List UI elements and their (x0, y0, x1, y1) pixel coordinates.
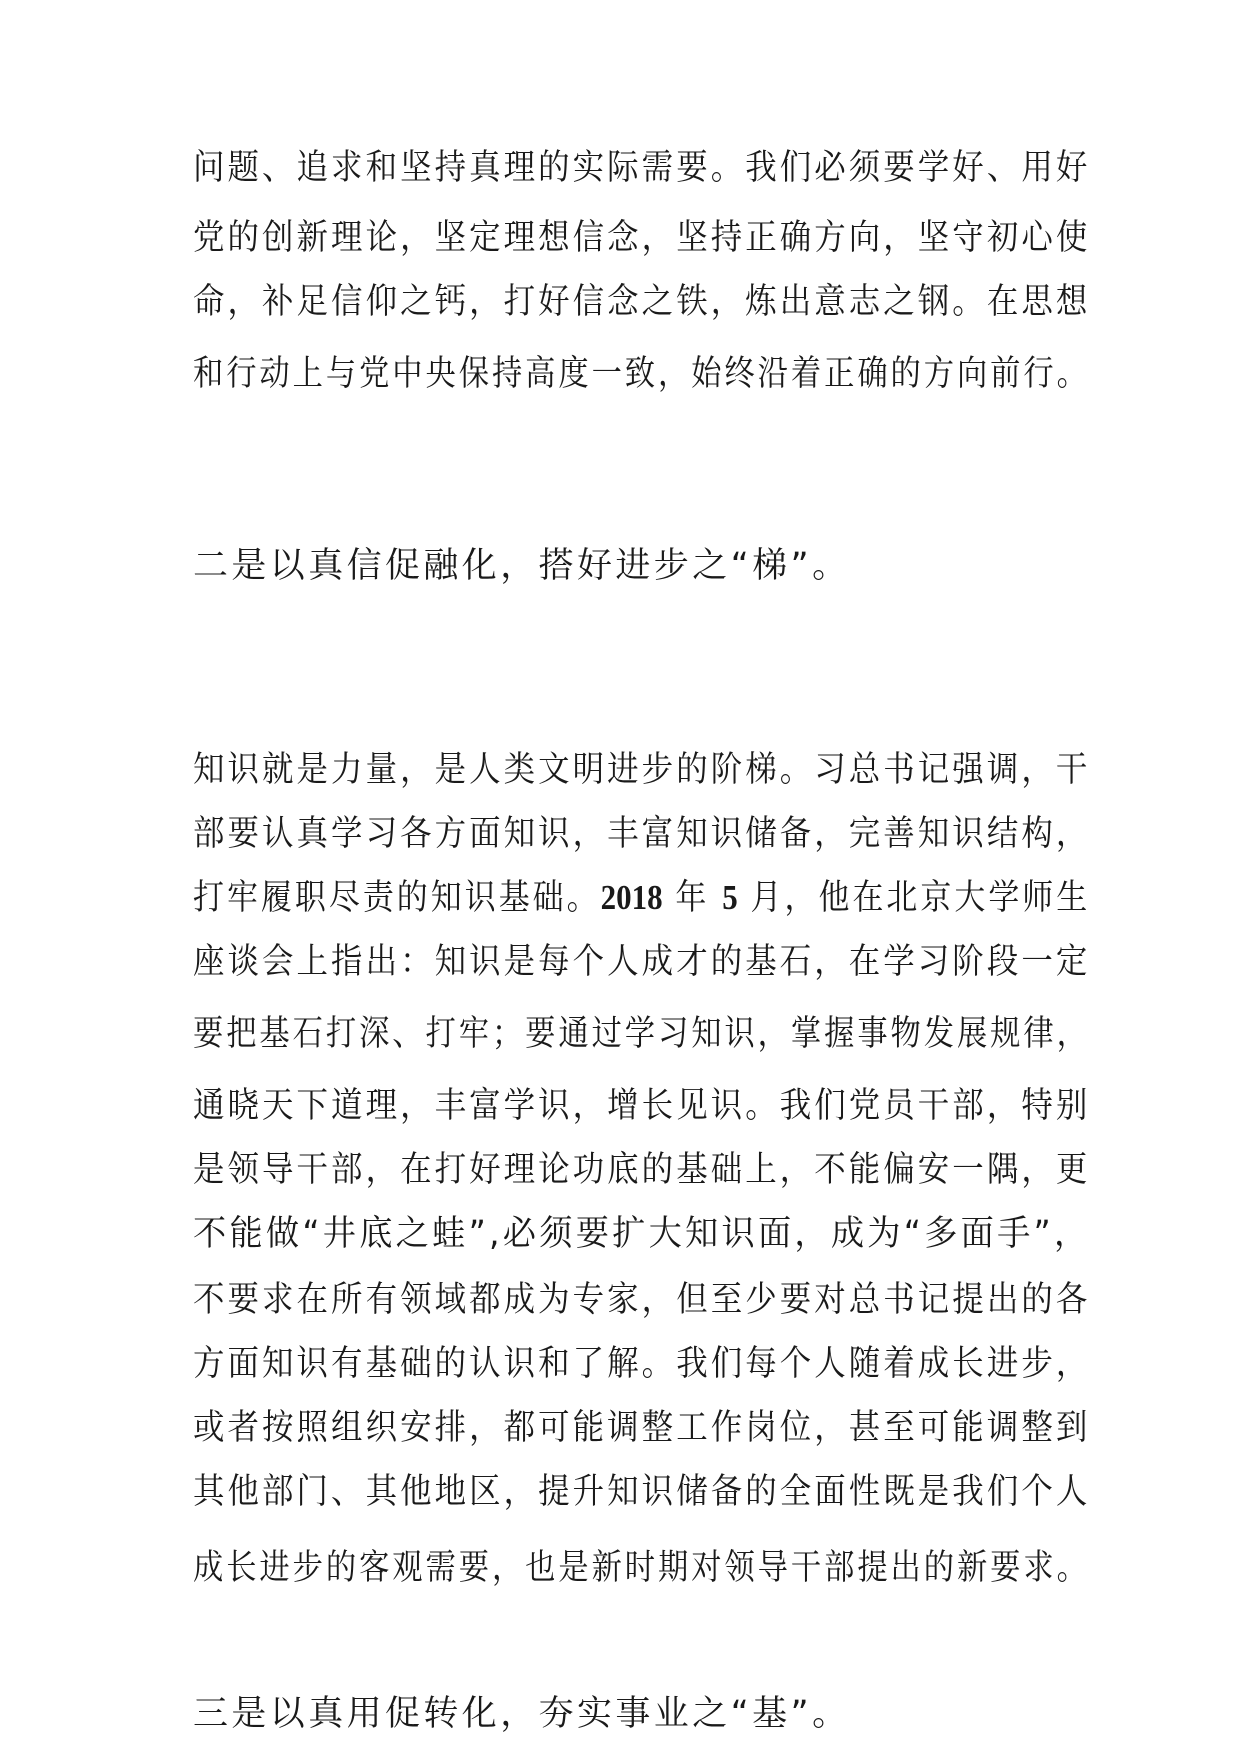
year-unit: 年 (662, 878, 723, 918)
paragraph-1-line-3: 命，补足信仰之钙，打好信念之铁，炼出意志之钢。在思想 (193, 282, 1091, 322)
paragraph-2-line-1: 知识就是力量，是人类文明进步的阶梯。习总书记强调，干 (193, 750, 1091, 790)
paragraph-1-line-1: 问题、追求和坚持真理的实际需要。我们必须要学好、用好 (193, 148, 1091, 188)
paragraph-2-line-9: 不要求在所有领域都成为专家，但至少要对总书记提出的各 (193, 1280, 1091, 1320)
paragraph-2-line-11: 或者按照组织安排，都可能调整工作岗位，甚至可能调整到 (193, 1408, 1091, 1448)
paragraph-2-line-8: 不能做“井底之蛙”,必须要扩大知识面，成为“多面手”， (193, 1214, 1091, 1254)
paragraph-2-line-13: 成长进步的客观需要，也是新时期对领导干部提出的新要求。 (193, 1548, 1090, 1588)
paragraph-2-line-12: 其他部门、其他地区，提升知识储备的全面性既是我们个人 (193, 1472, 1091, 1512)
section-heading-2: 二是以真信促融化，搭好进步之“梯”。 (193, 546, 851, 586)
paragraph-2-line-6: 通晓天下道理，丰富学识，增长见识。我们党员干部，特别 (193, 1086, 1091, 1126)
paragraph-2-line-7: 是领导干部，在打好理论功底的基础上，不能偏安一隅，更 (193, 1150, 1091, 1190)
month-number: 5 (722, 878, 738, 917)
section-heading-3: 三是以真用促转化，夯实事业之“基”。 (193, 1694, 851, 1734)
paragraph-2-line-3 (193, 876, 1090, 920)
paragraph-2-line-4: 座谈会上指出：知识是每个人成才的基石，在学习阶段一定 (193, 942, 1091, 982)
paragraph-1-line-2: 党的创新理论，坚定理想信念，坚持正确方向，坚守初心使 (193, 218, 1091, 258)
year-number: 2018 (600, 878, 663, 917)
paragraph-2-line-2: 部要认真学习各方面知识，丰富知识储备，完善知识结构， (193, 814, 1091, 854)
paragraph-2-line-3-after: 月，他在北京大学师生 (737, 878, 1091, 918)
paragraph-1-line-4: 和行动上与党中央保持高度一致，始终沿着正确的方向前行。 (193, 354, 1090, 394)
paragraph-2-line-10: 方面知识有基础的认识和了解。我们每个人随着成长进步， (193, 1344, 1091, 1384)
paragraph-2-line-5: 要把基石打深、打牢；要通过学习知识，掌握事物发展规律， (193, 1014, 1090, 1054)
paragraph-2-line-3-before: 打牢履职尽责的知识基础。 (193, 878, 601, 918)
